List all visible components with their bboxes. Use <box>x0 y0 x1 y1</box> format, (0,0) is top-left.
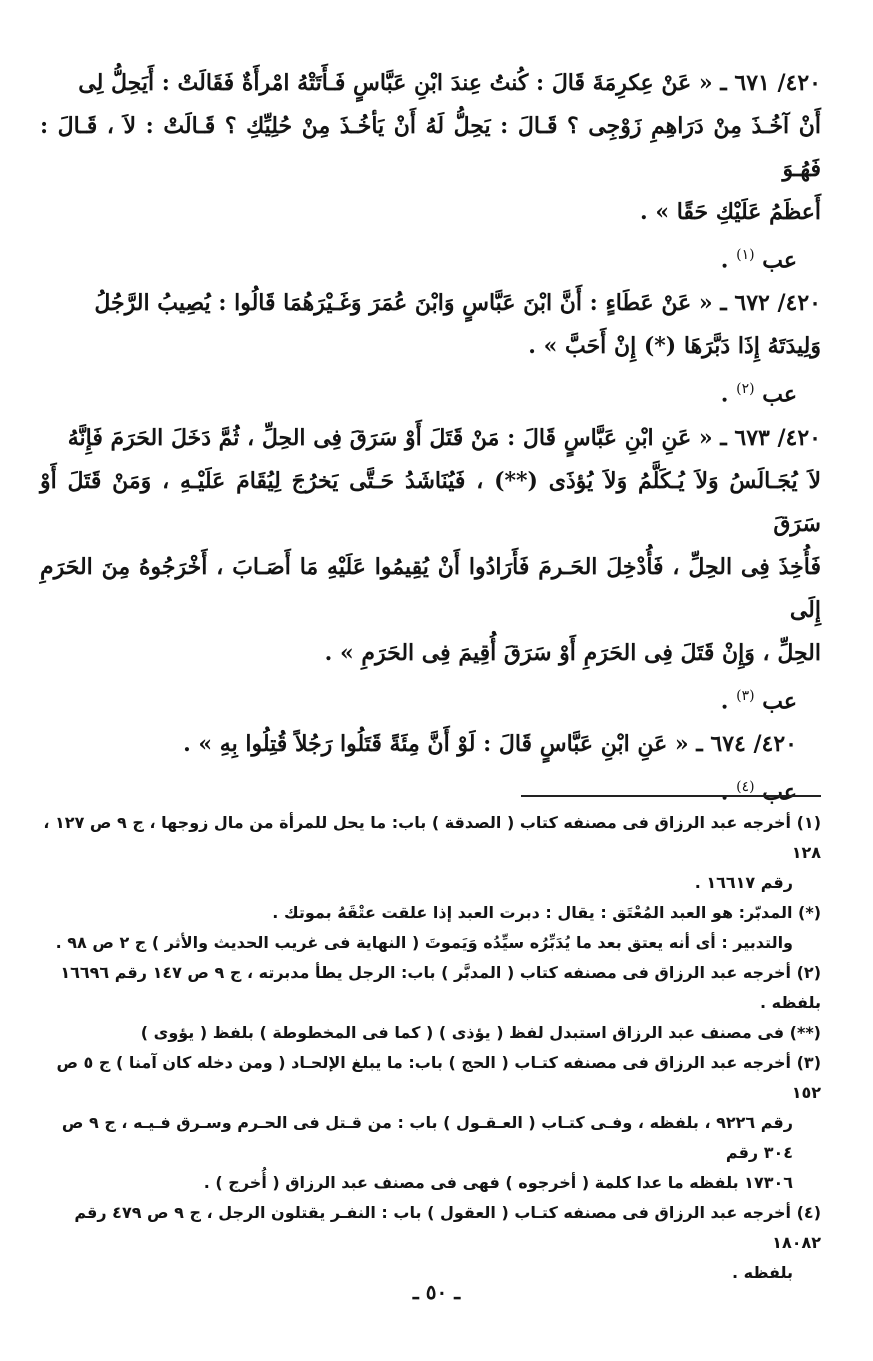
hadith-line: أَعظَمُ عَلَيْكِ حَقًا » . <box>640 199 821 225</box>
footnote-marker: (٤) <box>736 778 755 795</box>
footnote-4-cont: بلفظه . <box>732 1263 793 1282</box>
hadith-672 <box>40 282 821 416</box>
source-abbrev: عب <box>762 687 797 714</box>
footnote-marker: (٢) <box>736 381 755 398</box>
hadith-line: ٤٢٠/ ٦٧١ ـ « عَنْ عِكرِمَةَ قَالَ : كُنتُ عِندَ ابْنِ عَبَّاسٍ فَـأَتَتْهُ امْرأَةٌ فَقَالَتْ : أَيَحِلُّ لِى <box>78 70 821 96</box>
hadith-line: ٤٢٠/ ٦٧٢ ـ « عَنْ عَطَاءٍ : أَنَّ ابْنَ عَبَّاسٍ وَابْنَ عُمَرَ وَغَـيْرَهُمَا قَالُوا : يُصِيبُ الرَّجُلُ <box>94 290 821 317</box>
hadith-line: ٤٢٠/ ٦٧٤ ـ « عَنِ ابْنِ عَبَّاسٍ قَالَ : لَوْ أَنَّ مِئَةً قَتَلُوا رَجُلاً قُتِلُوا بِهِ » . <box>183 730 797 757</box>
footnote-3-cont: رقم ٩٢٢٦ ، بلفظه ، وفـى كتـاب ( العـقـول ) باب : من قـتل فى الحـرم وسـرق فـيـه ، ج ٩ ص ٣٠٤ رقم <box>61 1113 793 1162</box>
hadith-list <box>40 62 821 814</box>
page-number: ـ ٥٠ ـ <box>412 1280 461 1304</box>
source-abbrev: عب <box>762 247 797 274</box>
footnote-1: (١) أخرجه عبد الرزاق فى مصنفه كتاب ( الصدقة ) باب: ما يحل للمرأة من مال زوجها ، ج ٩ ص ١٢٧ ، ١٢٨ <box>43 813 821 862</box>
hadith-line: لاَ يُجَـالَسُ وَلاَ يُـكَلَّمُ وَلاَ يُؤذَى (**) ، فَيُنَاشَدُ حَـتَّى يَخرُجَ لِيُقَامَ عَلَيْـهِ ، وَمَنْ قَتَلَ أَوْ سَرَقَ <box>40 467 821 537</box>
footnote-4: (٤) أخرجه عبد الرزاق فى مصنفه كتـاب ( العقول ) باب : النفـر يقتلون الرجل ، ج ٩ ص ٤٧٩ رقم ١٨٠٨٢ <box>74 1203 821 1252</box>
footnote-3-cont: ١٧٣٠٦ بلفظه ما عدا كلمة ( أخرجوه ) فهى فى مصنف عبد الرزاق ( أُخرج ) . <box>203 1173 793 1192</box>
source-abbrev: عب <box>762 381 797 408</box>
footnote-divider <box>521 795 821 797</box>
source-ref: عب $^{(١)}$ . <box>720 247 797 274</box>
footnote-star: (*) المدبّر: هو العبد المُعْتَق : يقال : دبرت العبد إذا علقت عتْقَهُ بموتك . <box>272 903 821 922</box>
footnote-3: (٣) أخرجه عبد الرزاق فى مصنفه كتـاب ( الحج ) باب: ما يبلغ الإلحـاد ( ومن دخله كان آمنا ) ج ٥ ص ١٥٢ <box>56 1053 821 1102</box>
hadith-line: فَأُخِذَ فِى الحِلِّ ، فَأُدْخِلَ الحَـرمَ فَأَرَادُوا أَنْ يُقِيمُوا عَلَيْهِ مَا أَصَـابَ ، أَخْرَجُوهُ مِنَ الحَرَمِ إِلَى <box>40 553 821 623</box>
footnote-2: (٢) أخرجه عبد الرزاق فى مصنفه كتاب ( المدبَّر ) باب: الرجل يطأ مدبرته ، ج ٩ ص ١٤٧ رقم ١٦٦٩٦ بلفظه . <box>60 963 821 1012</box>
source-abbrev: عب <box>762 779 797 806</box>
footnote-1-cont: رقم ١٦٦١٧ . <box>694 873 793 892</box>
footnote-double-star: (**) فى مصنف عبد الرزاق استبدل لفظ ( يؤذى ) ( كما فى المخطوطة ) بلفظ ( يؤوى ) <box>140 1023 821 1042</box>
hadith-674 <box>40 723 821 814</box>
hadith-line: أَنْ آخُـذَ مِنْ دَرَاهِمِ زَوْجِى ؟ قَـالَ : يَحِلُّ لَهُ أَنْ يَأخُـذَ مِنْ حُلِيِّكِ ؟ قَـالَتْ : لاَ ، قَـالَ : فَهُـوَ <box>40 113 821 182</box>
hadith-671 <box>40 62 821 282</box>
source-ref: عب $^{(٣)}$ . <box>720 687 797 714</box>
footnote-marker: (٣) <box>736 687 755 704</box>
source-ref: عب $^{(٤)}$ . <box>720 778 797 806</box>
footnote-star-cont: والتدبير : أى أنه يعتق بعد ما يُدَبِّرُه سيِّدُه وَيَموتَ ( النهاية فى غريب الحديث والأثر ) ج ٢ ص ٩٨ . <box>55 933 793 952</box>
hadith-line: وَلِيدَتَهُ إِذَا دَبَّرَهَا (*) إِنْ أَحَبَّ » . <box>528 333 821 360</box>
source-ref: عب $^{(٢)}$ . <box>720 381 797 408</box>
footnote-marker: (١) <box>736 247 755 263</box>
footnotes <box>40 808 821 1288</box>
hadith-673 <box>40 417 821 723</box>
hadith-line: ٤٢٠/ ٦٧٣ ـ « عَنِ ابْنِ عَبَّاسٍ قَالَ : مَنْ قَتَلَ أَوْ سَرَقَ فِى الحِلِّ ، ثُمَّ دَخَلَ الحَرَمَ فَإِنَّهُ <box>67 424 821 451</box>
hadith-line: الحِلِّ ، وَإِنْ قَتَلَ فِى الحَرَمِ أَوْ سَرَقَ أُقِيمَ فِى الحَرَمِ » . <box>324 639 821 666</box>
